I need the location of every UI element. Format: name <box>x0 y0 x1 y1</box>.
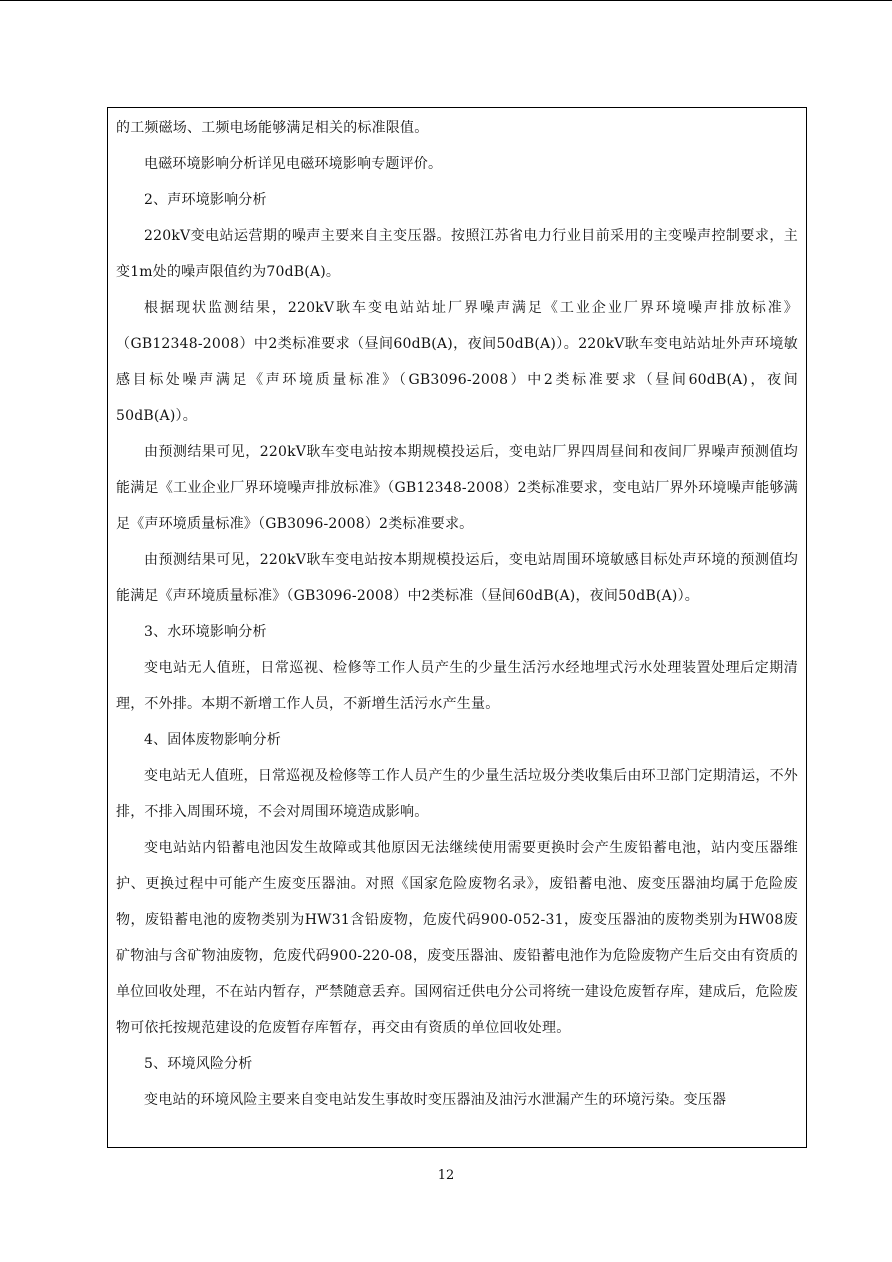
section-heading-risk: 5、环境风险分析 <box>144 1056 253 1072</box>
paragraph-solid-waste-domestic: 变电站无人值班，日常巡视及检修等工作人员产生的少量生活垃圾分类收集后由环卫部门定期清运，不外排，不排入周围环境，不会对周围环境造成影响。 <box>116 768 798 820</box>
paragraph-solid-waste-hazardous: 变电站站内铅蓄电池因发生故障或其他原因无法继续使用需要更换时会产生废铅蓄电池，站内变压器维护、更换过程中可能产生废变压器油。对照《国家危险废物名录》，废铅蓄电池、废变压器油均属于危险废物，废铅蓄电池的废物类别为HW31含铅废物，危废代码900-052-31，废变压器油的废物类别为HW08废矿物油与含矿物油废物，危废代码900-220-08，废变压器油、废铅蓄电池作为危险废物产生后交由有资质的单位回收处理，不在站内暂存，严禁随意丢弃。国网宿迁供电分公司将统一建设危废暂存库，建成后，危险废物可依托按规范建设的危废暂存库暂存，再交由有资质的单位回收处理。 <box>116 840 798 1036</box>
paragraph-noise-prediction-boundary: 由预测结果可见，220kV耿车变电站按本期规模投运后，变电站厂界四周昼间和夜间厂界噪声预测值均能满足《工业企业厂界环境噪声排放标准》（GB12348-2008）2类标准要求，变电站厂界外环境噪声能够满足《声环境质量标准》（GB3096-2008）2类标准要求。 <box>116 444 798 532</box>
paragraph-noise-monitoring: 根据现状监测结果，220kV耿车变电站站址厂界噪声满足《工业企业厂界环境噪声排放标准》（GB12348-2008）中2类标准要求（昼间60dB(A)，夜间50dB(A)）。220kV耿车变电站站址外声环境敏感目标处噪声满足《声环境质量标准》（GB3096-2008）中2类标准要求（昼间60dB(A)，夜间50dB(A)）。 <box>116 300 798 424</box>
page-number: 12 <box>437 1168 455 1183</box>
paragraph-risk: 变电站的环境风险主要来自变电站发生事故时变压器油及油污水泄漏产生的环境污染。变压器 <box>144 1092 727 1108</box>
paragraph-water: 变电站无人值班，日常巡视、检修等工作人员产生的少量生活污水经地埋式污水处理装置处理后定期清理，不外排。本期不新增工作人员，不新增生活污水产生量。 <box>116 660 798 712</box>
paragraph-noise-prediction-sensitive: 由预测结果可见，220kV耿车变电站按本期规模投运后，变电站周围环境敏感目标处声环境的预测值均能满足《声环境质量标准》（GB3096-2008）中2类标准（昼间60dB(A)，夜间50dB(A)）。 <box>116 552 798 604</box>
section-heading-water: 3、水环境影响分析 <box>144 624 267 640</box>
paragraph-list <box>108 110 806 1118</box>
paragraph-noise-source: 220kV变电站运营期的噪声主要来自主变压器。按照江苏省电力行业目前采用的主变噪声控制要求，主变1m处的噪声限值约为70dB(A)。 <box>116 228 798 280</box>
paragraph-em-reference: 电磁环境影响分析详见电磁环境影响专题评价。 <box>144 156 443 172</box>
paragraph-continuation: 的工频磁场、工频电场能够满足相关的标准限值。 <box>116 120 429 136</box>
top-rule <box>0 0 892 1</box>
content-frame <box>107 107 807 1148</box>
section-heading-solid-waste: 4、固体废物影响分析 <box>144 732 281 748</box>
section-heading-noise: 2、声环境影响分析 <box>144 192 267 208</box>
